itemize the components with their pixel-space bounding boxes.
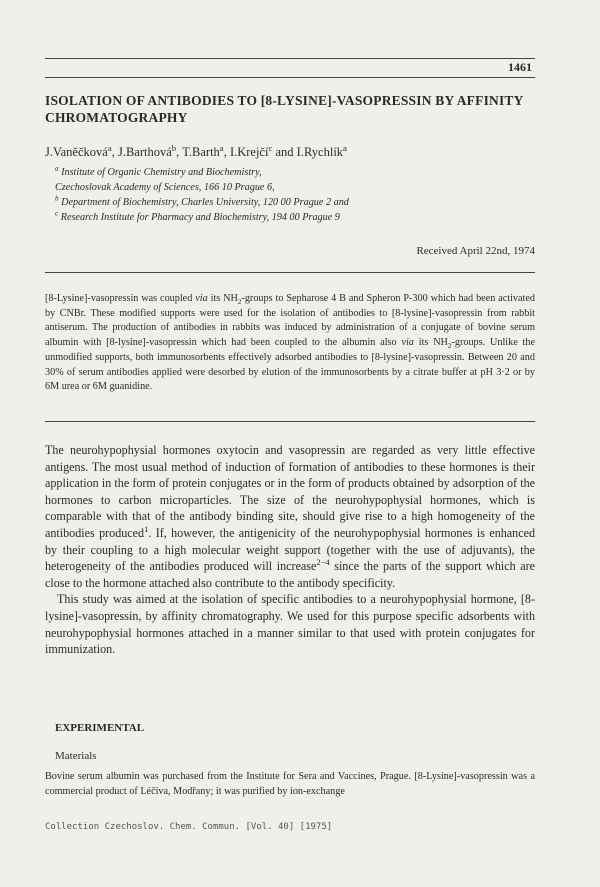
- received-date: Received April 22nd, 1974: [416, 245, 535, 257]
- section-heading: EXPERIMENTAL: [55, 722, 145, 734]
- paragraph-text: The neurohypophysial hormones oxytocin and vasopressin are regarded as very little effective antigens. The most usual method of induction of formation of antibodies to these hormones is their application in the form of protein conjugates or in the form of products obtained by adsorption of the hormones to carbon microparticles. The size of the neurohypophysial hormones, which is comparable with that of the antibody binding site, should give rise to a high homogeneity of the antibodies produced: [45, 443, 535, 540]
- abstract: [45, 292, 535, 395]
- abstract-text: [8-Lysine]-vasopressin was coupled: [45, 293, 196, 304]
- header-rule-top: [45, 58, 535, 59]
- affiliation-text: Department of Biochemistry, Charles University, 120 00 Prague 2 and: [61, 197, 349, 208]
- affiliation-list: [55, 165, 349, 225]
- author: I.Krejčí: [229, 145, 269, 159]
- author: I.Rychlík: [296, 145, 344, 159]
- abstract-text: its NH: [413, 337, 448, 349]
- author-separator: ,: [223, 145, 230, 159]
- author-affiliation-mark: a: [107, 142, 112, 153]
- author: J.Vaněčková: [45, 145, 108, 159]
- citation-ref: 2−4: [316, 557, 330, 568]
- affiliation-text: Research Institute for Pharmacy and Biochemistry, 194 00 Prague 9: [60, 212, 340, 223]
- abstract-text: -groups to Sepharose 4 B and Spheron P-300 which had been activated by CNBr. These modified supports were used for the isolation of antibodies to [8-lysine]-vasopressin from rabbit antiserum. The production of antibodies in rabbits was induced by administration of a conjugate of bovine serum albumin with [8-lysine]-vasopressin which had been coupled to the albumin also: [45, 293, 535, 349]
- affiliation-mark: a: [55, 164, 59, 173]
- affiliation-mark: c: [55, 209, 59, 218]
- affiliation-continuation: [55, 180, 349, 195]
- journal-footer: Collection Czechoslov. Chem. Commun. [Vol. 40] [1975]: [45, 822, 333, 832]
- author-affiliation-mark: a: [343, 142, 347, 153]
- author-list: [45, 142, 347, 160]
- author-separator: and: [272, 145, 297, 159]
- abstract-subscript: 2: [447, 342, 452, 351]
- affiliation: [55, 165, 349, 180]
- abstract-italic: via: [401, 337, 414, 349]
- affiliation: [55, 195, 349, 210]
- paragraph: This study was aimed at the isolation of specific antibodies to a neurohypophysial hormone, [8-lysine]-vasopressin, by affinity chromatography. We used for this purpose specific adsorbents with neurohypophysial hormones attached in a manner similar to that used with protein conjugates for immunization.: [45, 592, 535, 657]
- header-rule-bottom: [45, 77, 535, 78]
- affiliation-mark: b: [55, 194, 59, 203]
- author-affiliation-mark: a: [219, 142, 224, 153]
- abstract-text: -groups. Unlike the unmodified supports, both immunosorbents effectively adsorbed antibodies to [8-lysine]-vasopressin. Between 20 and 30% of serum antibodies applied were desorbed by elution of the immunosorbents by a citrate buffer at pH 3·2 or by 6M urea or 6M guanidine.: [45, 337, 535, 393]
- author-separator: ,: [111, 145, 118, 159]
- subsection-heading: Materials: [55, 750, 97, 762]
- page-number: 1461: [508, 60, 532, 74]
- author: J.Barthová: [117, 145, 172, 159]
- author-affiliation-mark: c: [268, 142, 273, 153]
- paragraph: [45, 442, 535, 591]
- article-title: ISOLATION OF ANTIBODIES TO [8-LYSINE]-VASOPRESSIN BY AFFINITY CHROMATOGRAPHY: [45, 93, 524, 125]
- abstract-text: its NH: [207, 293, 238, 304]
- affiliation: [55, 210, 349, 225]
- abstract-italic: via: [195, 293, 208, 304]
- author: T.Barth: [182, 145, 220, 159]
- paragraph-text: since the parts of the support which are close to the hormone attached also contribute to the antibody specificity.: [45, 559, 535, 590]
- affiliation-text: Czechoslovak Academy of Sciences, 166 10 Prague 6,: [55, 182, 275, 193]
- affiliation-text: Institute of Organic Chemistry and Biochemistry,: [61, 167, 262, 178]
- author-separator: ,: [176, 145, 183, 159]
- paragraph-text: . If, however, the antigenicity of the neurohypophysial hormones is enhanced by their coupling to a high molecular weight support (together with the use of adjuvants), the heterogeneity of the antibodies produced will increase: [45, 525, 535, 574]
- abstract-rule-top: [45, 272, 535, 273]
- body-text: [45, 442, 535, 658]
- author-affiliation-mark: b: [171, 142, 177, 153]
- abstract-subscript: 2: [237, 298, 242, 307]
- materials-paragraph: Bovine serum albumin was purchased from the Institute for Sera and Vaccines, Prague. [8-Lysine]-vasopressin was a commercial product of Léčiva, Modřany; it was purified by ion-exchange: [45, 771, 535, 797]
- citation-ref: 1: [144, 523, 149, 534]
- abstract-rule-bottom: [45, 421, 535, 422]
